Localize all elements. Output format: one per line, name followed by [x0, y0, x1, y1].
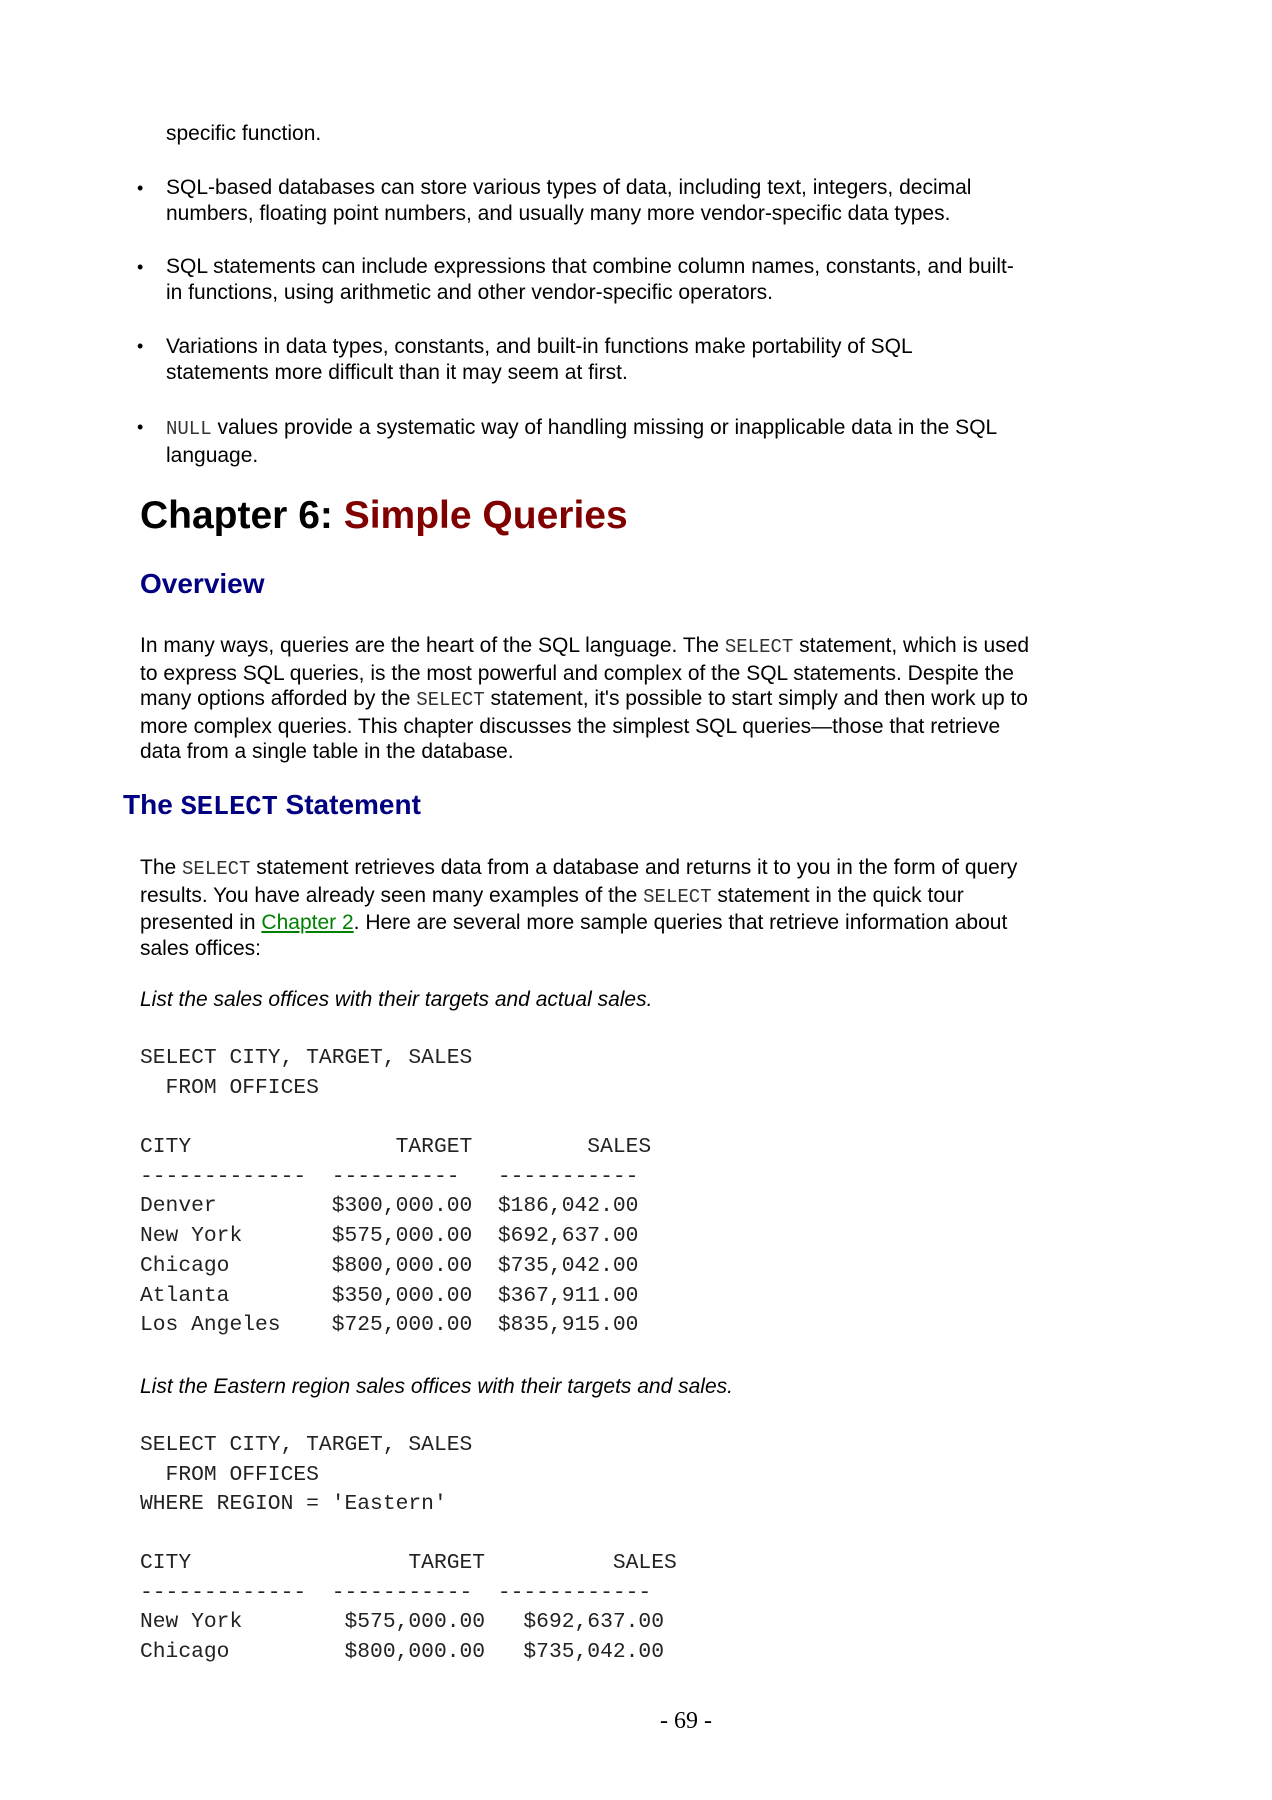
intro-tail-text: specific function. [166, 122, 322, 145]
bullet-item: SQL statements can include expressions that combine column names, constants, and built-in functions, using arithmetic and other vendor-specific operators. [166, 255, 1014, 304]
inline-code: SELECT [643, 885, 712, 908]
chapter-name: Simple Queries [343, 494, 628, 537]
sql-code-block: SELECT CITY, TARGET, SALES FROM OFFICES [140, 1046, 473, 1100]
select-statement-heading: The SELECT Statement [123, 789, 421, 823]
bullet-item: Variations in data types, constants, and built-in functions make portability of SQL statements more difficult than it may seem at first. [166, 335, 912, 384]
bullet-icon: • [137, 417, 144, 437]
example-caption: List the Eastern region sales offices with their targets and sales. [140, 1375, 733, 1398]
inline-code: NULL [166, 418, 212, 440]
query-results-table: CITY TARGET SALES ------------- ---------- ----------- Denver $300,000.00 $186,042.00 New York $575,000.00 $692,637.00 Chicago $800,000.00 $735,042.00 Atlanta $350,000.00 $367,911.00 Los Angeles $725,000.00 $835,915.00 [140, 1135, 652, 1338]
bullet-icon: • [137, 257, 144, 277]
example-caption: List the sales offices with their targets and actual sales. [140, 988, 653, 1011]
select-paragraph: The SELECT statement retrieves data from a database and returns it to you in the form of query results. You have already seen many examples of the SELECT statement in the quick tour presented in Chapter 2. Here are several more sample queries that retrieve information about sales offices: [140, 856, 1018, 960]
inline-code: SELECT [724, 636, 794, 658]
chapter-2-link[interactable]: Chapter 2 [261, 911, 354, 934]
inline-code: SELECT [182, 858, 251, 880]
overview-heading: Overview [140, 568, 265, 599]
chapter-title [140, 494, 628, 538]
inline-code: SELECT [416, 689, 485, 711]
chapter-prefix: Chapter 6: [140, 494, 344, 537]
bullet-icon: • [137, 178, 144, 198]
page-number: - 69 - [660, 1708, 712, 1734]
overview-paragraph: In many ways, queries are the heart of the SQL language. The SELECT statement, which is used to express SQL queries, is the most powerful and complex of the SQL statements. Despite the many options afforded by the SELECT statement, it's possible to start simply and then work up to more complex queries. This chapter discusses the simplest SQL queries—those that retrieve data from a single table in the database. [140, 634, 1030, 763]
bullet-item [166, 415, 1026, 468]
sql-code-block: SELECT CITY, TARGET, SALES FROM OFFICES WHERE REGION = 'Eastern' [140, 1433, 473, 1517]
bullet-icon: • [137, 336, 144, 356]
bullet-text: values provide a systematic way of handling missing or inapplicable data in the SQL language. [166, 416, 997, 467]
query-results-table: CITY TARGET SALES ------------- ----------- ------------ New York $575,000.00 $692,637.00 Chicago $800,000.00 $735,042.00 [140, 1551, 677, 1665]
bullet-item: SQL-based databases can store various types of data, including text, integers, decimal numbers, floating point numbers, and usually many more vendor-specific data types. [166, 176, 972, 225]
